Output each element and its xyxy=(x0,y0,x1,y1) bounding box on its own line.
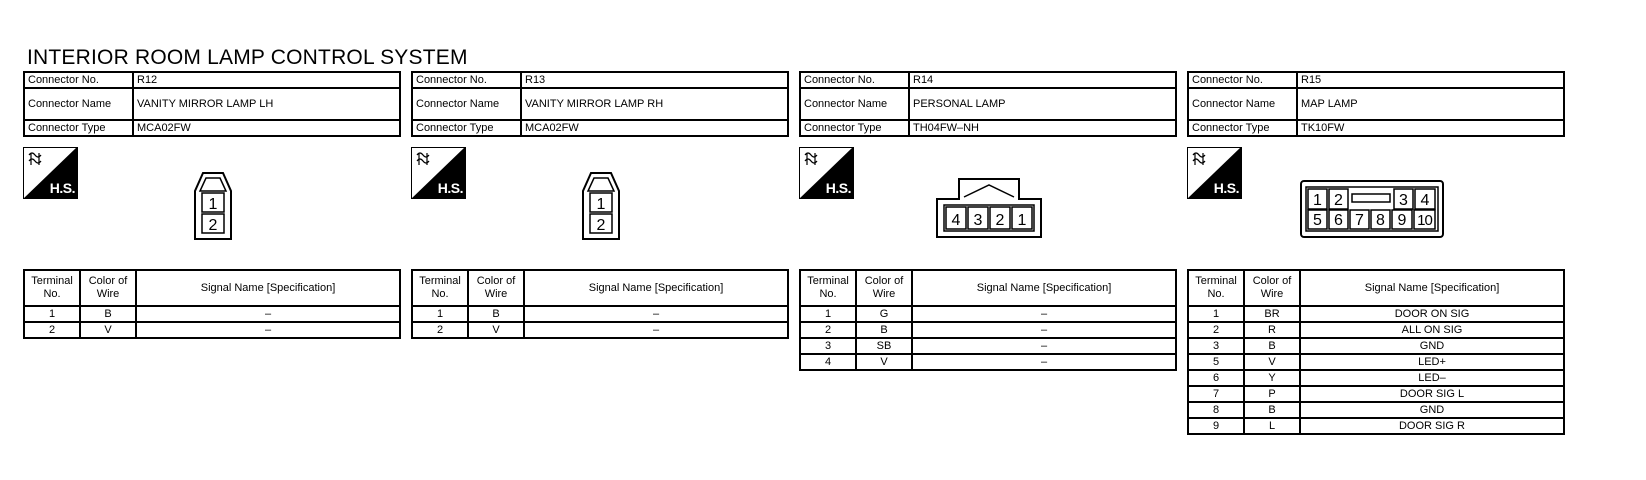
terminal-no-header: Terminal No. xyxy=(800,270,856,306)
pin-1: 1 xyxy=(1313,192,1322,209)
pin-3: 3 xyxy=(1399,192,1408,209)
pin-10: 10 xyxy=(1417,212,1432,229)
connector-block-r13 xyxy=(411,71,789,234)
pin-5: 5 xyxy=(1313,212,1322,229)
table-row xyxy=(24,306,400,322)
connector-name-value: VANITY MIRROR LAMP RH xyxy=(521,88,788,120)
connector-no-label: Connector No. xyxy=(24,72,133,88)
terminal-cell: 1 xyxy=(1188,306,1244,322)
terminal-cell: 7 xyxy=(1188,386,1244,402)
terminal-cell: 2 xyxy=(800,322,856,338)
table-row xyxy=(1188,418,1564,434)
color-cell: Y xyxy=(1244,370,1300,386)
terminal-cell: 3 xyxy=(1188,338,1244,354)
terminal-cell: 2 xyxy=(24,322,80,338)
table-row xyxy=(412,306,788,322)
signal-cell: – xyxy=(524,322,788,338)
connector-no-value: R13 xyxy=(521,72,788,88)
signal-cell: – xyxy=(912,306,1176,322)
signal-cell: ALL ON SIG xyxy=(1300,322,1564,338)
pin-1: 1 xyxy=(1017,212,1027,229)
connector-diagram-r13 xyxy=(581,171,621,241)
color-cell: V xyxy=(468,322,524,338)
table-row xyxy=(800,306,1176,322)
pin-1: 1 xyxy=(208,196,218,213)
color-cell: V xyxy=(856,354,912,370)
color-cell: R xyxy=(1244,322,1300,338)
connector-no-value: R15 xyxy=(1297,72,1564,88)
connector-type-value: MCA02FW xyxy=(521,120,788,136)
table-row xyxy=(1188,354,1564,370)
connector-type-value: TK10FW xyxy=(1297,120,1564,136)
connector-block-r12 xyxy=(23,71,401,234)
table-row xyxy=(1188,386,1564,402)
signal-name-header: Signal Name [Specification] xyxy=(912,270,1176,306)
harness-side-icon xyxy=(799,147,854,199)
harness-side-icon xyxy=(23,147,78,199)
signal-cell: LED+ xyxy=(1300,354,1564,370)
connector-block-r14 xyxy=(799,71,1177,229)
connector-type-value: TH04FW–NH xyxy=(909,120,1176,136)
table-row xyxy=(800,322,1176,338)
signal-cell: – xyxy=(912,354,1176,370)
terminal-no-header: Terminal No. xyxy=(24,270,80,306)
connector-diagram-r14 xyxy=(934,177,1044,239)
connector-info-table xyxy=(799,71,1177,137)
pin-2: 2 xyxy=(1334,192,1343,209)
table-row xyxy=(1188,402,1564,418)
color-of-wire-header: Color of Wire xyxy=(856,270,912,306)
terminal-cell: 4 xyxy=(800,354,856,370)
connector-no-value: R12 xyxy=(133,72,400,88)
signal-cell: DOOR SIG R xyxy=(1300,418,1564,434)
terminal-table-r13 xyxy=(411,269,789,339)
color-cell: B xyxy=(1244,338,1300,354)
signal-name-header: Signal Name [Specification] xyxy=(524,270,788,306)
page-title: INTERIOR ROOM LAMP CONTROL SYSTEM xyxy=(27,46,468,69)
connector-no-value: R14 xyxy=(909,72,1176,88)
color-cell: V xyxy=(1244,354,1300,370)
terminal-cell: 6 xyxy=(1188,370,1244,386)
signal-cell: – xyxy=(912,338,1176,354)
hs-label: H.S. xyxy=(49,180,75,196)
table-row xyxy=(800,354,1176,370)
pin-8: 8 xyxy=(1376,212,1385,229)
connector-name-value: MAP LAMP xyxy=(1297,88,1564,120)
signal-cell: DOOR ON SIG xyxy=(1300,306,1564,322)
table-row xyxy=(1188,306,1564,322)
connector-type-label: Connector Type xyxy=(800,120,909,136)
pin-9: 9 xyxy=(1397,212,1407,229)
signal-cell: – xyxy=(524,306,788,322)
table-row xyxy=(24,322,400,338)
color-cell: B xyxy=(468,306,524,322)
terminal-table-r12 xyxy=(23,269,401,339)
terminal-cell: 2 xyxy=(412,322,468,338)
harness-side-icon xyxy=(411,147,466,199)
color-cell: L xyxy=(1244,418,1300,434)
pin-2: 2 xyxy=(596,217,606,234)
harness-side-icon xyxy=(1187,147,1242,199)
connector-block-r15 xyxy=(1187,71,1565,229)
pin-1: 1 xyxy=(596,196,606,213)
connector-name-label: Connector Name xyxy=(1188,88,1297,120)
terminal-cell: 2 xyxy=(1188,322,1244,338)
pin-4: 4 xyxy=(1420,192,1430,209)
connector-info-table xyxy=(1187,71,1565,137)
connector-no-label: Connector No. xyxy=(800,72,909,88)
color-of-wire-header: Color of Wire xyxy=(80,270,136,306)
signal-name-header: Signal Name [Specification] xyxy=(1300,270,1564,306)
color-of-wire-header: Color of Wire xyxy=(1244,270,1300,306)
color-cell: P xyxy=(1244,386,1300,402)
connector-no-label: Connector No. xyxy=(1188,72,1297,88)
connector-no-label: Connector No. xyxy=(412,72,521,88)
pin-6: 6 xyxy=(1334,212,1343,229)
terminal-table-r14 xyxy=(799,269,1177,371)
connector-type-label: Connector Type xyxy=(412,120,521,136)
terminal-cell: 5 xyxy=(1188,354,1244,370)
connector-type-label: Connector Type xyxy=(24,120,133,136)
terminal-cell: 8 xyxy=(1188,402,1244,418)
signal-cell: – xyxy=(912,322,1176,338)
connector-type-value: MCA02FW xyxy=(133,120,400,136)
pin-3: 3 xyxy=(973,212,983,229)
color-cell: V xyxy=(80,322,136,338)
signal-cell: GND xyxy=(1300,402,1564,418)
color-cell: B xyxy=(80,306,136,322)
table-row xyxy=(1188,322,1564,338)
hs-label: H.S. xyxy=(437,180,463,196)
connector-type-label: Connector Type xyxy=(1188,120,1297,136)
connector-name-label: Connector Name xyxy=(412,88,521,120)
signal-name-header: Signal Name [Specification] xyxy=(136,270,400,306)
connector-diagram-r12 xyxy=(193,171,233,241)
terminal-table-r15 xyxy=(1187,269,1565,435)
table-row xyxy=(412,322,788,338)
connector-diagram-r15 xyxy=(1299,179,1445,239)
color-cell: B xyxy=(856,322,912,338)
terminal-cell: 3 xyxy=(800,338,856,354)
connector-name-label: Connector Name xyxy=(24,88,133,120)
terminal-cell: 1 xyxy=(24,306,80,322)
terminal-cell: 1 xyxy=(800,306,856,322)
pin-2: 2 xyxy=(995,212,1005,229)
connector-info-table xyxy=(411,71,789,137)
signal-cell: GND xyxy=(1300,338,1564,354)
color-cell: SB xyxy=(856,338,912,354)
color-of-wire-header: Color of Wire xyxy=(468,270,524,306)
hs-label: H.S. xyxy=(825,180,851,196)
terminal-cell: 1 xyxy=(412,306,468,322)
signal-cell: – xyxy=(136,322,400,338)
pin-7: 7 xyxy=(1355,212,1364,229)
pin-2: 2 xyxy=(208,217,218,234)
signal-cell: DOOR SIG L xyxy=(1300,386,1564,402)
signal-cell: LED– xyxy=(1300,370,1564,386)
terminal-no-header: Terminal No. xyxy=(1188,270,1244,306)
color-cell: G xyxy=(856,306,912,322)
terminal-no-header: Terminal No. xyxy=(412,270,468,306)
color-cell: B xyxy=(1244,402,1300,418)
connector-name-value: VANITY MIRROR LAMP LH xyxy=(133,88,400,120)
connector-name-value: PERSONAL LAMP xyxy=(909,88,1176,120)
terminal-cell: 9 xyxy=(1188,418,1244,434)
connector-info-table xyxy=(23,71,401,137)
signal-cell: – xyxy=(136,306,400,322)
table-row xyxy=(1188,370,1564,386)
table-row xyxy=(800,338,1176,354)
hs-label: H.S. xyxy=(1213,180,1239,196)
color-cell: BR xyxy=(1244,306,1300,322)
pin-4: 4 xyxy=(951,212,961,229)
connector-name-label: Connector Name xyxy=(800,88,909,120)
table-row xyxy=(1188,338,1564,354)
